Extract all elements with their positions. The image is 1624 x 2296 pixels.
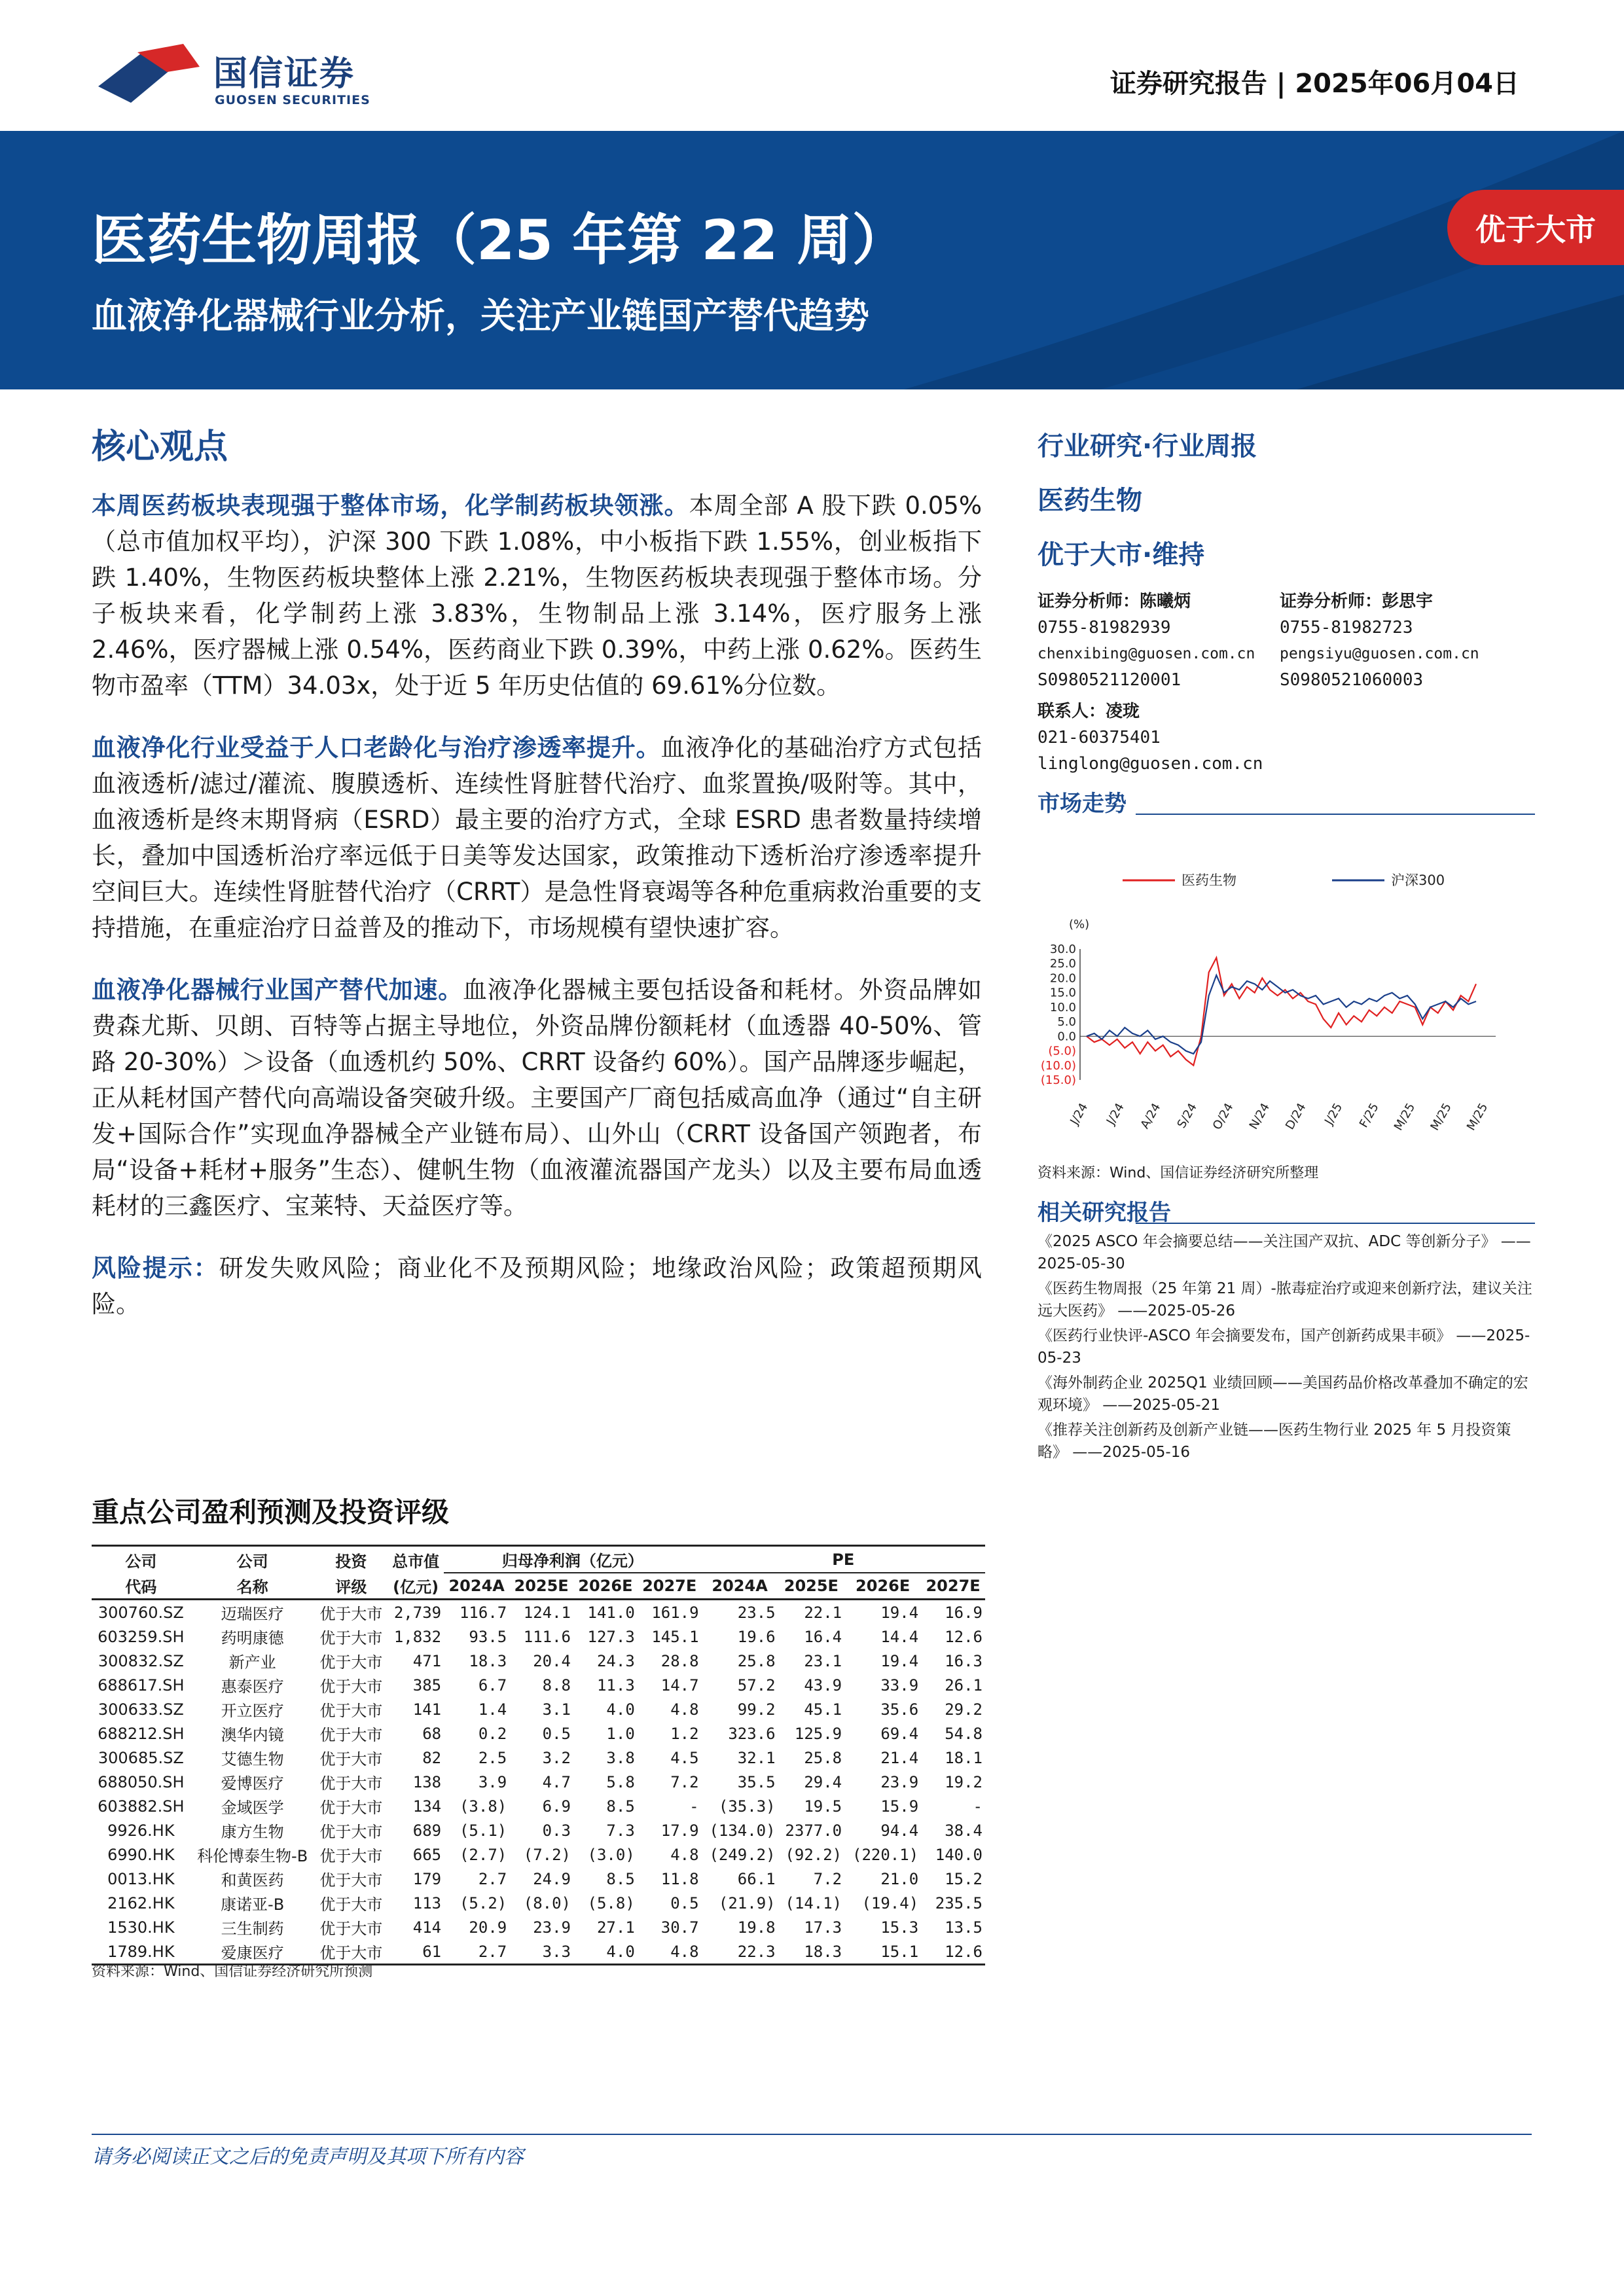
y-tick-label: 5.0 bbox=[1057, 1015, 1076, 1030]
core-paragraph bbox=[92, 972, 982, 1224]
table-cell: 4.8 bbox=[670, 1700, 699, 1719]
table-title: 重点公司盈利预测及投资评级 bbox=[92, 1496, 450, 1528]
analyst-name: 彭思宇 bbox=[1382, 592, 1434, 611]
x-tick-label: J/24 bbox=[1068, 1101, 1091, 1128]
table-cell: 23.9 bbox=[880, 1772, 919, 1791]
table-cell: 61 bbox=[388, 1939, 444, 1965]
x-tick-label: M/25 bbox=[1391, 1101, 1418, 1134]
related-report-item[interactable]: 《2025 ASCO 年会摘要总结——关注国产双抗、ADC 等创新分子》 ——2025-05-30 bbox=[1038, 1233, 1531, 1272]
table-cell: 7.2 bbox=[813, 1869, 842, 1888]
table-cell: 优于大市 bbox=[319, 1702, 383, 1720]
table-cell: 开立医疗 bbox=[221, 1702, 284, 1720]
core-views bbox=[92, 419, 982, 1348]
table-cell: 3.2 bbox=[542, 1748, 571, 1767]
col-header: 投资 bbox=[315, 1546, 388, 1573]
x-tick-label: S/24 bbox=[1174, 1101, 1200, 1131]
table-cell: 惠泰医疗 bbox=[221, 1677, 284, 1696]
table-cell: 16.3 bbox=[945, 1651, 983, 1670]
contact-phone: 021-60375401 bbox=[1038, 728, 1161, 747]
table-cell: 6.7 bbox=[478, 1676, 507, 1695]
table-cell: (19.4) bbox=[861, 1893, 919, 1912]
footer-disclaimer: 请务必阅读正文之后的免责声明及其项下所有内容 bbox=[92, 2145, 524, 2168]
table-cell: 康方生物 bbox=[221, 1823, 284, 1841]
table-row bbox=[92, 1770, 985, 1794]
table-cell: 7.2 bbox=[670, 1772, 699, 1791]
table-cell: 金域医学 bbox=[221, 1799, 284, 1817]
table-row bbox=[92, 1721, 985, 1746]
table-cell: 21.0 bbox=[880, 1869, 919, 1888]
brand-name-cn: 国信证券 bbox=[213, 54, 355, 94]
table-cell: (35.3) bbox=[718, 1797, 776, 1816]
y-tick-label: 30.0 bbox=[1049, 942, 1076, 956]
analyst-email[interactable]: chenxibing@guosen.com.cn bbox=[1038, 645, 1255, 662]
table-cell: 3.1 bbox=[542, 1700, 571, 1719]
market-trend-chart bbox=[1038, 851, 1535, 1165]
table-cell: 4.5 bbox=[670, 1748, 699, 1767]
brand-logo bbox=[92, 41, 373, 119]
core-paragraph bbox=[92, 730, 982, 946]
x-tick-label: F/25 bbox=[1356, 1101, 1382, 1130]
report-type: 证券研究报告 bbox=[1110, 69, 1267, 99]
table-cell: (249.2) bbox=[709, 1845, 776, 1864]
para-lead: 血液净化器械行业国产替代加速。 bbox=[92, 976, 463, 1004]
table-cell: 艾德生物 bbox=[221, 1750, 284, 1768]
table-cell: 20.9 bbox=[469, 1918, 507, 1937]
table-cell: 300760.SZ bbox=[98, 1603, 184, 1622]
table-cell: 1.2 bbox=[670, 1724, 699, 1743]
table-cell: 688050.SH bbox=[98, 1772, 185, 1791]
table-cell: 24.9 bbox=[533, 1869, 571, 1888]
y-tick-label: (5.0) bbox=[1048, 1044, 1076, 1058]
x-tick-label: D/24 bbox=[1282, 1101, 1309, 1132]
table-cell: (134.0) bbox=[709, 1821, 776, 1840]
para-text: 研发失败风险；商业化不及预期风险；地缘政治风险；政策超预期风险。 bbox=[92, 1254, 983, 1318]
table-cell: 4.0 bbox=[573, 1939, 638, 1965]
analyst-email[interactable]: pengsiyu@guosen.com.cn bbox=[1280, 645, 1479, 662]
col-header: 2024A bbox=[444, 1573, 509, 1600]
y-tick-label: (15.0) bbox=[1040, 1073, 1076, 1087]
table-cell: 8.8 bbox=[542, 1676, 571, 1695]
col-header: 2025E bbox=[778, 1573, 845, 1600]
table-cell: (21.9) bbox=[718, 1893, 776, 1912]
table-cell: 19.8 bbox=[737, 1918, 776, 1937]
para-text: 本周全部 A 股下跌 0.05%（总市值加权平均），沪深 300 下跌 1.08%，中小板指下跌 1.55%，创业板指下跌 1.40%，生物医药板块整体上涨 2.21%，生物医药板块表现强于整体市场。分子板块来看，化学制药上涨 3.83%，生物制品上涨 3.14%，医疗服务上涨 2.46%，医疗器械上涨 0.54%，医药商业下跌 0.39%，中药上涨 0.62%。医药生物市盈率（TTM）34.03x，处于近 5 年历史估值的 69.61%分位数。 bbox=[92, 492, 982, 700]
x-tick-label: J/24 bbox=[1104, 1101, 1127, 1128]
table-cell: 82 bbox=[422, 1748, 442, 1767]
report-subtitle: 血液净化器械行业分析，关注产业链国产替代趋势 bbox=[92, 295, 869, 336]
col-header: 名称 bbox=[190, 1573, 315, 1600]
analyst-block bbox=[1038, 588, 1535, 777]
market-heading-text: 市场走势 bbox=[1038, 791, 1127, 817]
col-header: 2026E bbox=[844, 1573, 921, 1600]
table-cell: 3.8 bbox=[606, 1748, 635, 1767]
table-cell: 16.4 bbox=[804, 1627, 842, 1646]
table-cell: 19.5 bbox=[804, 1797, 842, 1816]
table-cell: 16.9 bbox=[945, 1603, 983, 1622]
y-tick-label: 15.0 bbox=[1049, 986, 1076, 1000]
report-title: 医药生物周报（25 年第 22 周） bbox=[92, 208, 907, 272]
table-cell: 优于大市 bbox=[319, 1823, 383, 1841]
table-cell: 1530.HK bbox=[107, 1918, 175, 1937]
sidebar-category: 行业研究·行业周报 bbox=[1038, 431, 1257, 461]
table-cell: 18.3 bbox=[469, 1651, 507, 1670]
para-lead: 血液净化行业受益于人口老龄化与治疗渗透率提升。 bbox=[92, 734, 661, 762]
contact-name: 凌珑 bbox=[1106, 702, 1140, 721]
table-cell: 优于大市 bbox=[319, 1847, 383, 1865]
table-row bbox=[92, 1842, 985, 1867]
core-paragraph bbox=[92, 488, 982, 704]
col-header: (亿元) bbox=[388, 1573, 444, 1600]
col-group-header: 归母净利润（亿元） bbox=[444, 1546, 701, 1573]
y-axis-label: (%) bbox=[1069, 918, 1090, 931]
table-cell: 19.2 bbox=[945, 1772, 983, 1791]
table-cell: 1789.HK bbox=[92, 1939, 190, 1965]
table-cell: 23.9 bbox=[533, 1918, 571, 1937]
table-cell: 0013.HK bbox=[107, 1869, 175, 1888]
table-cell: 17.3 bbox=[804, 1918, 842, 1937]
table-cell: 161.9 bbox=[651, 1603, 699, 1622]
table-cell: (3.0) bbox=[587, 1845, 635, 1864]
table-cell: 6990.HK bbox=[107, 1845, 175, 1864]
table-cell: 688212.SH bbox=[98, 1724, 185, 1743]
table-row bbox=[92, 1915, 985, 1939]
table-cell: 优于大市 bbox=[319, 1920, 383, 1938]
y-tick-label: 10.0 bbox=[1049, 1000, 1076, 1014]
table-cell: 2162.HK bbox=[107, 1893, 175, 1912]
x-tick-label: O/24 bbox=[1210, 1101, 1236, 1132]
analyst-phone: 0755-81982939 bbox=[1038, 618, 1171, 637]
table-cell: 125.9 bbox=[794, 1724, 842, 1743]
forecast-table bbox=[92, 1545, 985, 1965]
table-cell: 57.2 bbox=[737, 1676, 776, 1695]
table-cell: 0.5 bbox=[670, 1893, 699, 1912]
table-cell: (5.1) bbox=[459, 1821, 507, 1840]
col-header: 2025E bbox=[509, 1573, 573, 1600]
col-header: 2026E bbox=[573, 1573, 638, 1600]
table-cell: - bbox=[689, 1797, 699, 1816]
table-cell: 323.6 bbox=[728, 1724, 776, 1743]
table-cell: 116.7 bbox=[459, 1603, 507, 1622]
y-tick-label: 0.0 bbox=[1057, 1030, 1076, 1044]
col-header: 公司 bbox=[190, 1546, 315, 1573]
sidebar bbox=[1038, 425, 1535, 777]
table-cell: 38.4 bbox=[945, 1821, 983, 1840]
table-cell: (220.1) bbox=[852, 1845, 919, 1864]
table-cell: 300832.SZ bbox=[98, 1651, 184, 1670]
table-cell: 688617.SH bbox=[98, 1676, 185, 1695]
table-cell: (7.2) bbox=[523, 1845, 571, 1864]
table-cell: 93.5 bbox=[469, 1627, 507, 1646]
table-cell: 300685.SZ bbox=[98, 1748, 184, 1767]
table-cell: 0.5 bbox=[542, 1724, 571, 1743]
table-cell: 141 bbox=[412, 1700, 442, 1719]
y-tick-label: 25.0 bbox=[1049, 957, 1076, 971]
report-date: 2025年06月04日 bbox=[1295, 69, 1519, 99]
x-tick-label: A/24 bbox=[1138, 1101, 1164, 1132]
table-row bbox=[92, 1891, 985, 1915]
col-header: 代码 bbox=[92, 1573, 190, 1600]
table-cell: 22.1 bbox=[804, 1603, 842, 1622]
table-cell: 2.7 bbox=[444, 1939, 509, 1965]
table-cell: 22.3 bbox=[702, 1939, 778, 1965]
table-cell: 科伦博泰生物-B bbox=[197, 1847, 308, 1865]
report-meta bbox=[1110, 63, 1519, 100]
table-cell: (14.1) bbox=[785, 1893, 842, 1912]
table-cell: 45.1 bbox=[804, 1700, 842, 1719]
separator: | bbox=[1276, 69, 1295, 99]
related-heading bbox=[1038, 1194, 1535, 1227]
table-cell: 3.3 bbox=[509, 1939, 573, 1965]
table-cell: 19.6 bbox=[737, 1627, 776, 1646]
table-cell: 0.3 bbox=[542, 1821, 571, 1840]
table-cell: 6.9 bbox=[542, 1797, 571, 1816]
table-cell: 20.4 bbox=[533, 1651, 571, 1670]
table-cell: 1.0 bbox=[606, 1724, 635, 1743]
table-cell: 21.4 bbox=[880, 1748, 919, 1767]
brand-name-en: GUOSEN SECURITIES bbox=[215, 93, 370, 107]
table-row bbox=[92, 1746, 985, 1770]
table-cell: 689 bbox=[412, 1821, 442, 1840]
legend-label: 医药生物 bbox=[1182, 872, 1236, 888]
table-cell: 15.3 bbox=[880, 1918, 919, 1937]
table-source: 资料来源：Wind、国信证券经济研究所预测 bbox=[92, 1964, 373, 1980]
contact-email[interactable]: linglong@guosen.com.cn bbox=[1038, 754, 1263, 774]
table-cell: 25.8 bbox=[804, 1748, 842, 1767]
table-cell: 11.8 bbox=[660, 1869, 699, 1888]
table-cell: 优于大市 bbox=[319, 1895, 383, 1914]
table-cell: 新产业 bbox=[228, 1653, 276, 1672]
sidebar-industry: 医药生物 bbox=[1038, 486, 1142, 516]
contact-role: 联系人： bbox=[1038, 702, 1106, 721]
table-cell: 141.0 bbox=[587, 1603, 635, 1622]
table-cell: 54.8 bbox=[945, 1724, 983, 1743]
col-header: 2024A bbox=[702, 1573, 778, 1600]
table-cell: 113 bbox=[412, 1893, 442, 1912]
table-row bbox=[92, 1600, 985, 1625]
col-header: 2027E bbox=[638, 1573, 702, 1600]
table-cell: 24.3 bbox=[596, 1651, 635, 1670]
table-cell: 111.6 bbox=[523, 1627, 571, 1646]
table-cell: 康诺亚-B bbox=[221, 1895, 285, 1914]
footer-divider bbox=[92, 2134, 1532, 2135]
y-tick-label: (10.0) bbox=[1040, 1058, 1076, 1073]
table-cell: 2.7 bbox=[478, 1869, 507, 1888]
col-header: 评级 bbox=[315, 1573, 388, 1600]
table-row bbox=[92, 1624, 985, 1649]
table-cell: 优于大市 bbox=[319, 1726, 383, 1744]
table-cell: (2.7) bbox=[459, 1845, 507, 1864]
table-cell: 1.4 bbox=[478, 1700, 507, 1719]
table-cell: 4.0 bbox=[606, 1700, 635, 1719]
table-cell: 优于大市 bbox=[319, 1677, 383, 1696]
table-cell: 68 bbox=[422, 1724, 442, 1743]
risk-paragraph bbox=[92, 1250, 982, 1322]
legend-label: 沪深300 bbox=[1391, 872, 1445, 888]
table-cell: 23.1 bbox=[804, 1651, 842, 1670]
table-cell: 爱康医疗 bbox=[190, 1939, 315, 1965]
table-cell: 9926.HK bbox=[107, 1821, 175, 1840]
table-cell: 66.1 bbox=[737, 1869, 776, 1888]
related-reports bbox=[1038, 1230, 1535, 1466]
table-cell: 8.5 bbox=[606, 1869, 635, 1888]
table-cell: 33.9 bbox=[880, 1676, 919, 1695]
table-cell: 19.4 bbox=[880, 1651, 919, 1670]
col-group-header: PE bbox=[702, 1546, 985, 1573]
table-cell: 26.1 bbox=[945, 1676, 983, 1695]
table-cell: 18.1 bbox=[945, 1748, 983, 1767]
table-cell: 优于大市 bbox=[319, 1799, 383, 1817]
table-cell: 145.1 bbox=[651, 1627, 699, 1646]
x-tick-label: J/25 bbox=[1322, 1101, 1346, 1128]
table-cell: 迈瑞医疗 bbox=[221, 1605, 284, 1623]
table-cell: 43.9 bbox=[804, 1676, 842, 1695]
table-cell: 235.5 bbox=[935, 1893, 983, 1912]
table-cell: 12.6 bbox=[945, 1627, 983, 1646]
table-cell: 15.1 bbox=[844, 1939, 921, 1965]
table-cell: 30.7 bbox=[660, 1918, 699, 1937]
para-lead: 风险提示： bbox=[92, 1254, 219, 1282]
table-cell: 134 bbox=[412, 1797, 442, 1816]
para-lead: 本周医药板块表现强于整体市场，化学制药板块领涨。 bbox=[92, 492, 689, 520]
table-cell: 300633.SZ bbox=[98, 1700, 184, 1719]
table-cell: 2,739 bbox=[393, 1603, 442, 1622]
market-heading bbox=[1038, 785, 1535, 817]
table-cell: 124.1 bbox=[523, 1603, 571, 1622]
analyst-role: 证券分析师： bbox=[1038, 592, 1140, 611]
table-cell: 179 bbox=[412, 1869, 442, 1888]
table-cell: 665 bbox=[412, 1845, 442, 1864]
table-cell: 4.8 bbox=[670, 1845, 699, 1864]
table-cell: 优于大市 bbox=[319, 1653, 383, 1672]
table-cell: 3.9 bbox=[478, 1772, 507, 1791]
table-cell: 69.4 bbox=[880, 1724, 919, 1743]
table-row bbox=[92, 1649, 985, 1673]
x-tick-label: M/25 bbox=[1464, 1101, 1491, 1134]
table-row bbox=[92, 1794, 985, 1818]
table-cell: 14.4 bbox=[880, 1627, 919, 1646]
col-header: 公司 bbox=[92, 1546, 190, 1573]
table-cell: 1,832 bbox=[393, 1627, 442, 1646]
table-cell: 140.0 bbox=[935, 1845, 983, 1864]
guosen-logo-icon bbox=[92, 41, 203, 113]
table-cell: 29.4 bbox=[804, 1772, 842, 1791]
table-row bbox=[92, 1867, 985, 1891]
related-heading-text: 相关研究报告 bbox=[1038, 1200, 1171, 1226]
col-header: 2027E bbox=[921, 1573, 985, 1600]
table-cell: (92.2) bbox=[785, 1845, 842, 1864]
table-cell: (8.0) bbox=[523, 1893, 571, 1912]
sidebar-rating: 优于大市·维持 bbox=[1038, 540, 1205, 570]
analyst-cert: S0980521120001 bbox=[1038, 670, 1182, 690]
x-tick-label: M/25 bbox=[1428, 1101, 1454, 1134]
core-heading: 核心观点 bbox=[92, 427, 228, 467]
analyst-name: 陈曦炳 bbox=[1140, 592, 1191, 611]
analyst-phone: 0755-81982723 bbox=[1280, 618, 1413, 637]
related-report-item[interactable]: 《海外制药企业 2025Q1 业绩回顾——美国药品价格改革叠加不确定的宏观环境》 ——2025-05-21 bbox=[1038, 1374, 1528, 1414]
table-cell: 14.7 bbox=[660, 1676, 699, 1695]
table-cell: 优于大市 bbox=[319, 1871, 383, 1890]
series-line-pharma bbox=[1087, 958, 1476, 1066]
table-cell: 15.9 bbox=[880, 1797, 919, 1816]
table-cell: 32.1 bbox=[737, 1748, 776, 1767]
table-cell: 澳华内镜 bbox=[221, 1726, 284, 1744]
table-cell: 8.5 bbox=[606, 1797, 635, 1816]
para-text: 血液净化器械主要包括设备和耗材。外资品牌如费森尤斯、贝朗、百特等占据主导地位，外资品牌份额耗材（血透器 40-50%、管路 20-30%）＞设备（血透机约 50%、CRRT 设备约 60%）。国产品牌逐步崛起，正从耗材国产替代向高端设备突破升级。主要国产厂商包括威高血净（通过“自主研发+国际合作”实现血净器械全产业链布局）、山外山（CRRT 设备国产领跑者，布局“设备+耗材+服务”生态）、健帆生物（血液灌流器国产龙头）以及主要布局血透耗材的三鑫医疗、宝莱特、天益医疗等。 bbox=[92, 976, 982, 1220]
table-cell: 优于大市 bbox=[319, 1774, 383, 1793]
related-report-item[interactable]: 《推荐关注创新药及创新产业链——医药生物行业 2025 年 5 月投资策略》 ——2025-05-16 bbox=[1038, 1422, 1511, 1461]
analyst-role: 证券分析师： bbox=[1280, 592, 1382, 611]
table-cell: 爱博医疗 bbox=[221, 1774, 284, 1793]
table-cell: 127.3 bbox=[587, 1627, 635, 1646]
table-cell: 23.5 bbox=[737, 1603, 776, 1622]
table-cell: 385 bbox=[412, 1676, 442, 1695]
table-cell: 11.3 bbox=[596, 1676, 635, 1695]
x-tick-label: N/24 bbox=[1246, 1101, 1273, 1132]
table-cell: 优于大市 bbox=[319, 1629, 383, 1647]
table-cell: 优于大市 bbox=[319, 1750, 383, 1768]
table-cell: 和黄医药 bbox=[221, 1871, 284, 1890]
table-cell: 15.2 bbox=[945, 1869, 983, 1888]
related-report-item[interactable]: 《医药生物周报（25 年第 21 周）-脓毒症治疗或迎来创新疗法，建议关注远大医药》 ——2025-05-26 bbox=[1038, 1280, 1532, 1319]
table-cell: - bbox=[973, 1797, 983, 1816]
table-cell: (5.2) bbox=[459, 1893, 507, 1912]
table-cell: 35.6 bbox=[880, 1700, 919, 1719]
table-cell: 2.5 bbox=[478, 1748, 507, 1767]
table-cell: 603882.SH bbox=[98, 1797, 185, 1816]
table-cell: 99.2 bbox=[737, 1700, 776, 1719]
table-row bbox=[92, 1818, 985, 1842]
table-cell: 471 bbox=[412, 1651, 442, 1670]
table-cell: 三生制药 bbox=[221, 1920, 284, 1938]
table-cell: 2377.0 bbox=[785, 1821, 842, 1840]
table-cell: 18.3 bbox=[778, 1939, 845, 1965]
table-cell: 药明康德 bbox=[221, 1629, 284, 1647]
table-cell: 0.2 bbox=[478, 1724, 507, 1743]
table-cell: 12.6 bbox=[921, 1939, 985, 1965]
table-cell: 29.2 bbox=[945, 1700, 983, 1719]
table-cell: 35.5 bbox=[737, 1772, 776, 1791]
table-cell: 27.1 bbox=[596, 1918, 635, 1937]
table-cell: 7.3 bbox=[606, 1821, 635, 1840]
rating-tag: 优于大市 bbox=[1447, 190, 1624, 265]
table-cell: 4.7 bbox=[542, 1772, 571, 1791]
table-cell: 优于大市 bbox=[319, 1605, 383, 1623]
related-report-item[interactable]: 《医药行业快评-ASCO 年会摘要发布，国产创新药成果丰硕》 ——2025-05-23 bbox=[1038, 1327, 1530, 1367]
table-cell: 414 bbox=[412, 1918, 442, 1937]
chart-source: 资料来源：Wind、国信证券经济研究所整理 bbox=[1038, 1165, 1319, 1181]
table-cell: (5.8) bbox=[587, 1893, 635, 1912]
table-cell: 94.4 bbox=[880, 1821, 919, 1840]
table-cell: 13.5 bbox=[945, 1918, 983, 1937]
table-cell: 4.8 bbox=[638, 1939, 702, 1965]
col-header: 总市值 bbox=[388, 1546, 444, 1573]
table-cell: 17.9 bbox=[660, 1821, 699, 1840]
y-tick-label: 20.0 bbox=[1049, 971, 1076, 986]
table-cell: 5.8 bbox=[606, 1772, 635, 1791]
table-cell: 优于大市 bbox=[315, 1939, 388, 1965]
table-row bbox=[92, 1673, 985, 1697]
table-cell: 28.8 bbox=[660, 1651, 699, 1670]
para-text: 血液净化的基础治疗方式包括血液透析/滤过/灌流、腹膜透析、连续性肾脏替代治疗、血浆置换/吸附等。其中，血液透析是终末期肾病（ESRD）最主要的治疗方式，全球 ESRD 患者数量持续增长，叠加中国透析治疗率远低于日美等发达国家，政策推动下透析治疗渗透率提升空间巨大。连续性肾脏替代治疗（CRRT）是急性肾衰竭等各种危重病救治重要的支持措施，在重症治疗日益普及的推动下，市场规模有望快速扩容。 bbox=[92, 734, 983, 942]
table-cell: (3.8) bbox=[459, 1797, 507, 1816]
table-cell: 138 bbox=[412, 1772, 442, 1791]
table-row bbox=[92, 1697, 985, 1721]
table-cell: 19.4 bbox=[880, 1603, 919, 1622]
analyst-cert: S0980521060003 bbox=[1280, 670, 1424, 690]
table-cell: 25.8 bbox=[737, 1651, 776, 1670]
table-cell: 603259.SH bbox=[98, 1627, 185, 1646]
